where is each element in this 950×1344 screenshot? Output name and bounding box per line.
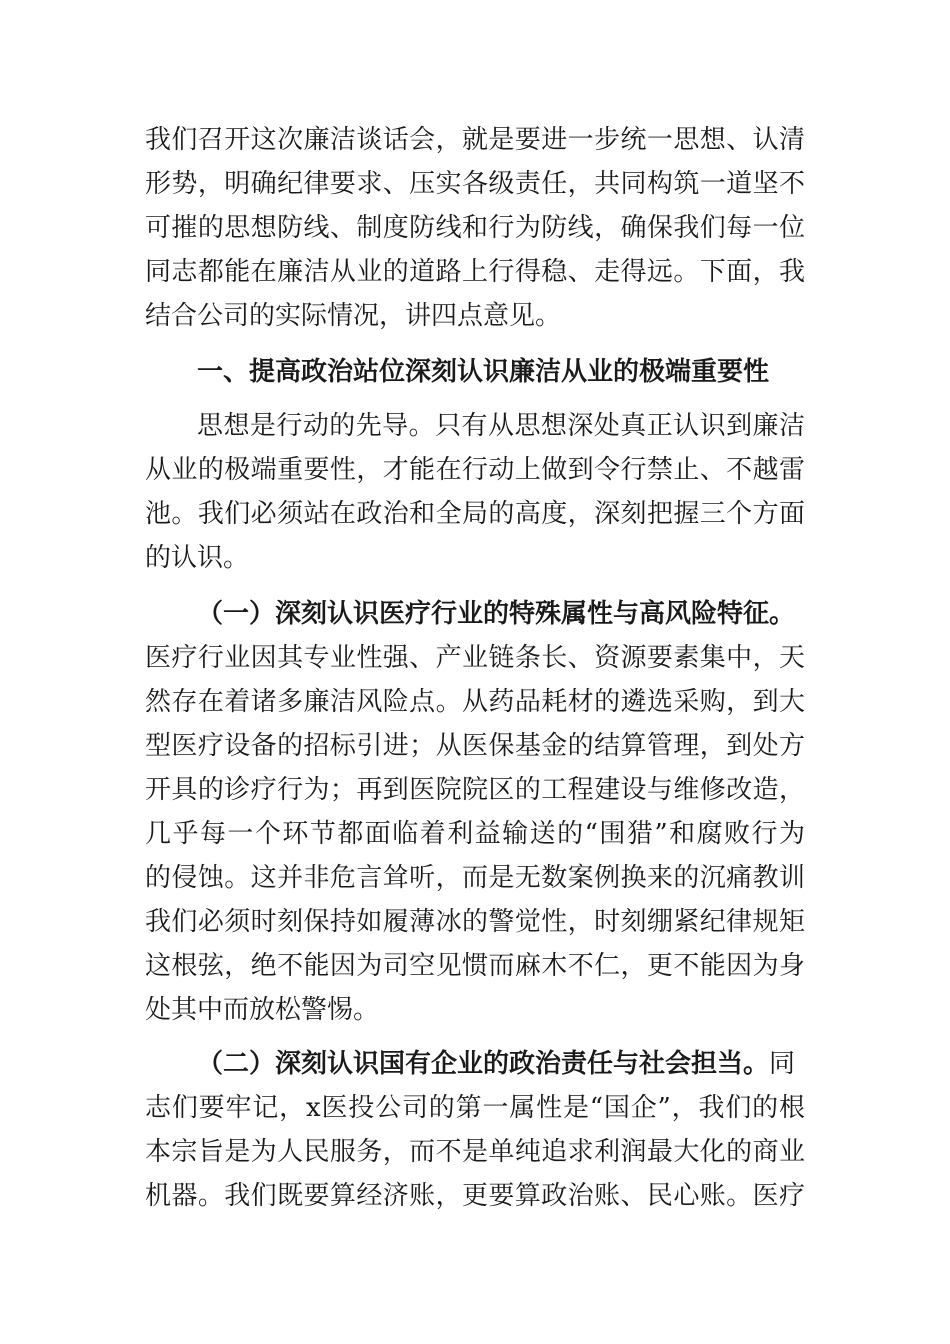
subsection-1-line-4: 开具的诊疗行为；再到医院院区的工程建设与维修改造， xyxy=(145,775,805,805)
subsection-2-first-line xyxy=(197,1042,805,1086)
subsection-2-line-1: 志们要牢记，x医投公司的第一属性是“国企”，我们的根 xyxy=(145,1093,805,1123)
subsection-2-line-2: 本宗旨是为人民服务，而不是单纯追求利润最大化的商业 xyxy=(145,1137,805,1167)
intro-line-2: 形势，明确纪律要求、压实各级责任，共同构筑一道坚不 xyxy=(145,169,805,199)
subsection-1-line-8: 这根弦，绝不能因为司空见惯而麻木不仁，更不能因为身 xyxy=(145,951,805,981)
section-1-line-4: 的认识。 xyxy=(145,543,250,573)
section-1-heading: 一、提高政治站位深刻认识廉洁从业的极端重要性 xyxy=(197,357,770,387)
intro-line-3: 可摧的思想防线、制度防线和行为防线，确保我们每一位 xyxy=(145,213,805,243)
subsection-2-heading-tail: 同 xyxy=(769,1049,796,1079)
subsection-1-line-7: 我们必须时刻保持如履薄冰的警觉性，时刻绷紧纪律规矩 xyxy=(145,907,805,937)
intro-line-4: 同志都能在廉洁从业的道路上行得稳、走得远。下面，我 xyxy=(145,257,805,287)
section-1-line-3: 池。我们必须站在政治和全局的高度，深刻把握三个方面 xyxy=(145,499,805,529)
subsection-1-line-1: 医疗行业因其专业性强、产业链条长、资源要素集中，天 xyxy=(145,643,805,673)
subsection-1-heading: （一）深刻认识医疗行业的特殊属性与高风险特征。 xyxy=(197,599,796,629)
subsection-1-line-3: 型医疗设备的招标引进；从医保基金的结算管理，到处方 xyxy=(145,731,805,761)
subsection-1-line-9: 处其中而放松警惕。 xyxy=(145,995,380,1025)
section-1-line-1: 思想是行动的先导。只有从思想深处真正认识到廉洁 xyxy=(197,411,805,441)
subsection-1-line-5: 几乎每一个环节都面临着利益输送的“围猎”和腐败行为 xyxy=(145,819,805,849)
subsection-2-heading: （二）深刻认识国有企业的政治责任与社会担当。 xyxy=(197,1049,770,1079)
subsection-2-line-3: 机器。我们既要算经济账，更要算政治账、民心账。医疗 xyxy=(145,1181,805,1211)
subsection-1-line-6: 的侵蚀。这并非危言耸听，而是无数案例换来的沉痛教训 xyxy=(145,863,805,893)
intro-line-1: 我们召开这次廉洁谈话会，就是要进一步统一思想、认清 xyxy=(145,125,805,155)
subsection-1-line-2: 然存在着诸多廉洁风险点。从药品耗材的遴选采购，到大 xyxy=(145,687,805,717)
section-1-line-2: 从业的极端重要性，才能在行动上做到令行禁止、不越雷 xyxy=(145,455,805,485)
intro-line-5: 结合公司的实际情况，讲四点意见。 xyxy=(145,301,562,331)
